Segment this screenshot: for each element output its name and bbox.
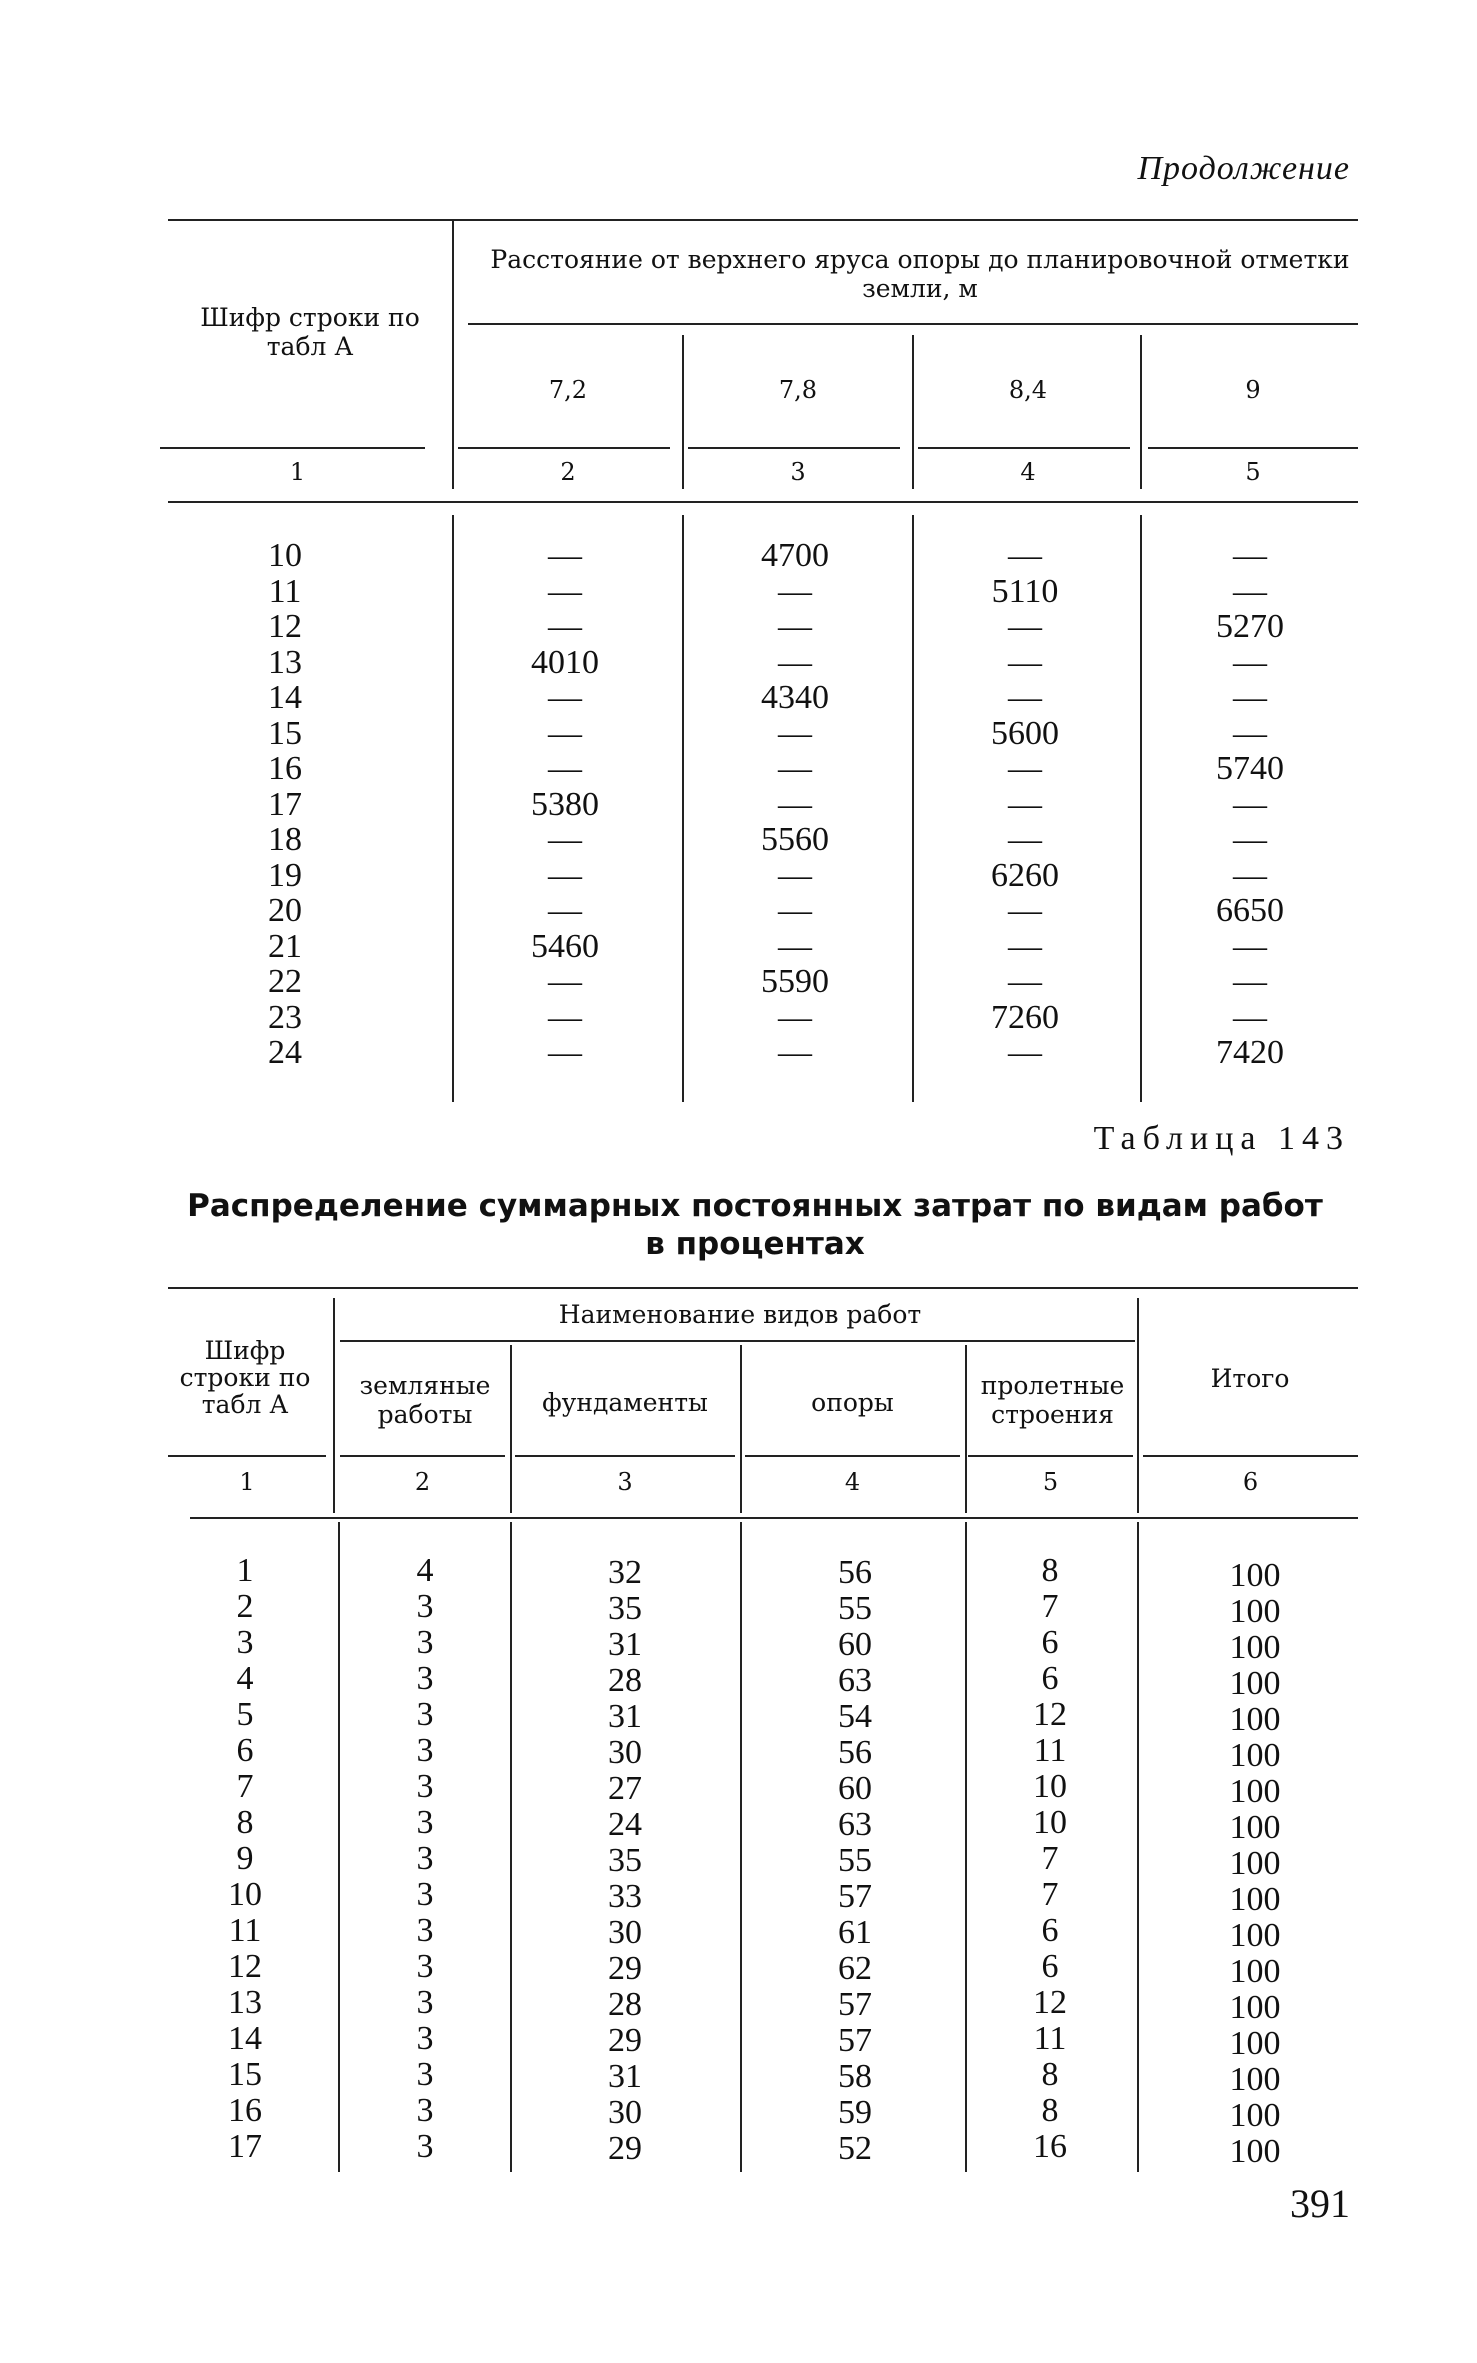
table-cell: 3 <box>416 1912 434 1949</box>
table-cell: 16 <box>228 2092 262 2129</box>
table-cell: — <box>778 643 812 681</box>
table1-group-rule <box>468 323 1358 325</box>
table2-title: Распределение суммарных постоянных затрат по видам работ в процентах <box>187 1188 1323 1262</box>
table-cell: 17 <box>228 2128 262 2165</box>
table1-column-number: 2 <box>560 458 576 486</box>
table1-col-78 <box>700 538 890 1071</box>
table-cell: 10 <box>1033 1768 1067 1805</box>
table-cell: 5380 <box>531 785 599 823</box>
table-cell: — <box>1233 572 1267 610</box>
table2-work-header: фундаменты <box>542 1388 708 1417</box>
table2-col-total <box>1175 1558 1335 2170</box>
table-cell: — <box>778 1034 812 1071</box>
table-cell: 10 <box>268 537 302 574</box>
table-cell: 6 <box>1041 1948 1059 1985</box>
table-cell: 62 <box>838 1950 872 1987</box>
table-cell: 19 <box>268 856 302 894</box>
table-cell: 13 <box>268 643 302 681</box>
table-cell: 13 <box>228 1984 262 2021</box>
table-cell: — <box>778 927 812 965</box>
table2-rule <box>745 1455 960 1457</box>
table-cell: 29 <box>608 2022 642 2059</box>
table2-rule <box>968 1455 1133 1457</box>
table-cell: — <box>778 892 812 929</box>
table-cell: 56 <box>838 1734 872 1771</box>
table2-row-code-header: Шифр строки по табл А <box>179 1336 311 1419</box>
table2-col-supports <box>785 1555 925 2167</box>
table-cell: — <box>1233 714 1267 752</box>
table-cell: 8 <box>1041 2092 1059 2129</box>
table1-vrule <box>912 335 914 489</box>
table-cell: 6 <box>236 1732 254 1769</box>
table1-rule <box>458 447 670 449</box>
table-cell: 100 <box>1229 1953 1281 1990</box>
table-cell: — <box>1008 821 1042 858</box>
table2-vrule <box>740 1522 742 2172</box>
table-cell: 7 <box>1041 1840 1059 1877</box>
table-cell: — <box>778 785 812 823</box>
table1-distance-header: 9 <box>1245 376 1261 404</box>
table-cell: 27 <box>608 1770 642 1807</box>
table2-vrule <box>333 1298 335 1513</box>
table1-column-number: 5 <box>1245 458 1261 486</box>
table-cell: 7 <box>1041 1876 1059 1913</box>
table2-work-header: опоры <box>811 1388 894 1417</box>
table-cell: 31 <box>608 1626 642 1663</box>
table-cell: — <box>1008 892 1042 929</box>
table-cell: 3 <box>416 1948 434 1985</box>
table-cell: 24 <box>608 1806 642 1843</box>
table-cell: 30 <box>608 1914 642 1951</box>
table-cell: 15 <box>268 714 302 752</box>
table1-vrule <box>452 515 454 1102</box>
table2-column-number: 1 <box>239 1468 255 1496</box>
table-cell: 100 <box>1229 1629 1281 1666</box>
table-cell: 6260 <box>991 856 1059 894</box>
table-cell: — <box>1008 963 1042 1000</box>
table-cell: 2 <box>236 1588 254 1625</box>
table-cell: 6 <box>1041 1660 1059 1697</box>
table-cell: — <box>778 750 812 787</box>
table-cell: 6 <box>1041 1912 1059 1949</box>
table-cell: 57 <box>838 1878 872 1915</box>
table-cell: — <box>1008 927 1042 965</box>
table1-vrule <box>452 219 454 489</box>
table2-vrule <box>338 1522 340 2172</box>
table-cell: — <box>1008 750 1042 787</box>
table-cell: 61 <box>838 1914 872 1951</box>
table-cell: — <box>548 963 582 1000</box>
table-cell: 29 <box>608 1950 642 1987</box>
table2-rule <box>168 1455 326 1457</box>
table-cell: 8 <box>236 1804 254 1841</box>
table2-column-number: 6 <box>1242 1468 1259 1496</box>
table-cell: — <box>548 892 582 929</box>
table-cell: 24 <box>268 1034 302 1071</box>
table-cell: 55 <box>838 1842 872 1879</box>
table-cell: 54 <box>838 1698 872 1735</box>
table-cell: 1 <box>236 1552 254 1589</box>
table-cell: 33 <box>608 1878 642 1915</box>
table-cell: 14 <box>268 679 302 716</box>
table-cell: 6650 <box>1216 892 1284 929</box>
table1-col-9 <box>1155 538 1345 1071</box>
table-cell: 4 <box>236 1660 254 1697</box>
table-cell: — <box>548 821 582 858</box>
table-cell: — <box>548 998 582 1036</box>
table-cell: 7 <box>236 1768 254 1805</box>
table1-distance-header: 8,4 <box>1008 376 1048 404</box>
table-cell: 17 <box>268 785 302 823</box>
table-cell: 4340 <box>761 679 829 716</box>
table2-label: Таблица 143 <box>1093 1120 1350 1157</box>
table-cell: 100 <box>1229 1773 1281 1810</box>
table-cell: 100 <box>1229 1917 1281 1954</box>
table-cell: 55 <box>838 1590 872 1627</box>
table2-work-header: пролетные строения <box>980 1371 1125 1429</box>
table-cell: — <box>1233 679 1267 716</box>
table-cell: 18 <box>268 821 302 858</box>
table-cell: — <box>1233 643 1267 681</box>
table-cell: 100 <box>1229 1845 1281 1882</box>
continuation-label: Продолжение <box>1137 150 1350 187</box>
table-cell: 5460 <box>531 927 599 965</box>
table-cell: 16 <box>268 750 302 787</box>
table-cell: 3 <box>416 1876 434 1913</box>
table-cell: 100 <box>1229 2025 1281 2062</box>
table-cell: 100 <box>1229 1701 1281 1738</box>
table-cell: — <box>1233 927 1267 965</box>
table-cell: 5590 <box>761 963 829 1000</box>
table-cell: 12 <box>268 608 302 645</box>
table-cell: 10 <box>228 1876 262 1913</box>
table1-rule <box>688 447 900 449</box>
table-cell: 100 <box>1229 1809 1281 1846</box>
table-cell: — <box>1008 785 1042 823</box>
table-cell: 11 <box>1033 2020 1067 2057</box>
table-cell: — <box>1233 821 1267 858</box>
table-cell: — <box>548 750 582 787</box>
table-cell: 28 <box>608 1986 642 2023</box>
table-cell: 3 <box>416 1660 434 1697</box>
table-cell: 30 <box>608 1734 642 1771</box>
table-cell: 100 <box>1229 1881 1281 1918</box>
table-cell: — <box>1008 643 1042 681</box>
table2-body-rule <box>190 1517 1358 1519</box>
table-cell: 3 <box>416 1696 434 1733</box>
table-cell: 100 <box>1229 2097 1281 2134</box>
table-cell: 5 <box>236 1696 254 1733</box>
table-cell: — <box>778 714 812 752</box>
table2-rule <box>1143 1455 1358 1457</box>
table-cell: — <box>548 537 582 574</box>
table-cell: 7420 <box>1216 1034 1284 1071</box>
table-cell: — <box>1233 537 1267 574</box>
table1-rule <box>160 447 425 449</box>
table-cell: — <box>548 1034 582 1071</box>
table2-rule <box>515 1455 735 1457</box>
table-cell: 100 <box>1229 2061 1281 2098</box>
table-cell: — <box>1008 537 1042 574</box>
table-cell: 5270 <box>1216 608 1284 645</box>
table1-rule <box>1148 447 1358 449</box>
table-cell: 28 <box>608 1662 642 1699</box>
table-cell: 100 <box>1229 1989 1281 2026</box>
table2-vrule <box>740 1345 742 1513</box>
table1-distance-header: 7,8 <box>778 376 818 404</box>
table-cell: 4700 <box>761 537 829 574</box>
table2-col-codes <box>185 1553 305 2165</box>
table1-vrule <box>1140 335 1142 489</box>
table1-row-code-header: Шифр строки по табл А <box>200 303 420 361</box>
table-cell: — <box>1233 963 1267 1000</box>
table-cell: 31 <box>608 2058 642 2095</box>
table-cell: 5740 <box>1216 750 1284 787</box>
table1-rule <box>918 447 1130 449</box>
table-cell: — <box>1233 785 1267 823</box>
table1-vrule <box>682 335 684 489</box>
table2-column-number: 4 <box>844 1468 861 1496</box>
table-cell: 3 <box>416 1984 434 2021</box>
table2-vrule <box>965 1522 967 2172</box>
table-cell: 3 <box>416 1732 434 1769</box>
table-cell: 8 <box>1041 2056 1059 2093</box>
table-cell: 16 <box>1033 2128 1067 2165</box>
table-cell: 58 <box>838 2058 872 2095</box>
table2-top-rule <box>168 1287 1358 1289</box>
table-cell: 7260 <box>991 998 1059 1036</box>
table-cell: 5110 <box>991 572 1059 610</box>
table-cell: 20 <box>268 892 302 929</box>
table-cell: 10 <box>1033 1804 1067 1841</box>
table-cell: — <box>1233 856 1267 894</box>
table-cell: — <box>548 608 582 645</box>
table2-column-number: 2 <box>414 1468 431 1496</box>
table1-body-rule <box>168 501 1358 503</box>
table-cell: — <box>548 679 582 716</box>
table-cell: — <box>778 998 812 1036</box>
table-cell: — <box>548 572 582 610</box>
table1-vrule <box>912 515 914 1102</box>
table2-rule <box>340 1455 505 1457</box>
table-cell: — <box>778 856 812 894</box>
table-cell: 6 <box>1041 1624 1059 1661</box>
table2-vrule <box>965 1345 967 1513</box>
table-cell: 21 <box>268 927 302 965</box>
table1-distance-header: 7,2 <box>548 376 588 404</box>
table2-work-header: земляные работы <box>359 1371 491 1429</box>
table-cell: 57 <box>838 1986 872 2023</box>
table2-column-number: 3 <box>617 1468 633 1496</box>
table-cell: 3 <box>236 1624 254 1661</box>
table-cell: — <box>548 714 582 752</box>
table-cell: 3 <box>416 2056 434 2093</box>
table-cell: 3 <box>416 1588 434 1625</box>
table-cell: 63 <box>838 1662 872 1699</box>
table-cell: 7 <box>1041 1588 1059 1625</box>
table-cell: — <box>1008 608 1042 645</box>
table1-col-72 <box>470 538 660 1071</box>
table1-vrule <box>682 515 684 1102</box>
table-cell: — <box>1008 1034 1042 1071</box>
table-cell: 9 <box>236 1840 254 1877</box>
table-cell: 3 <box>416 2020 434 2057</box>
table-cell: 100 <box>1229 1593 1281 1630</box>
table1-column-number: 4 <box>1020 458 1036 486</box>
table-cell: — <box>1233 998 1267 1036</box>
table1-col-84 <box>930 538 1120 1071</box>
table2-col-earth <box>365 1553 485 2165</box>
table2-col-foundations <box>555 1555 695 2167</box>
table-cell: 31 <box>608 1698 642 1735</box>
table1-column-number: 1 <box>289 458 306 486</box>
table-cell: 3 <box>416 2128 434 2165</box>
table-cell: 100 <box>1229 1557 1281 1594</box>
table-cell: 4010 <box>531 643 599 681</box>
table-cell: 3 <box>416 1804 434 1841</box>
table-cell: 52 <box>838 2130 872 2167</box>
table-cell: 5560 <box>761 821 829 858</box>
table-cell: 8 <box>1041 1552 1059 1589</box>
table-cell: 23 <box>268 998 302 1036</box>
table2-total-header: Итого <box>1210 1364 1290 1393</box>
table1-group-header: Расстояние от верхнего яруса опоры до планировочной отметки земли, м <box>490 245 1350 303</box>
table1-col-codes <box>190 538 380 1071</box>
table-cell: 100 <box>1229 1665 1281 1702</box>
table-cell: 12 <box>1033 1696 1067 1733</box>
table-cell: 30 <box>608 2094 642 2131</box>
table2-vrule <box>510 1522 512 2172</box>
table-cell: — <box>778 572 812 610</box>
table2-vrule <box>1137 1522 1139 2172</box>
table-cell: 60 <box>838 1626 872 1663</box>
table-cell: 5600 <box>991 714 1059 752</box>
table-cell: 3 <box>416 2092 434 2129</box>
table-cell: 32 <box>608 1554 642 1591</box>
table-cell: 100 <box>1229 1737 1281 1774</box>
table-cell: 3 <box>416 1768 434 1805</box>
table1-vrule <box>1140 515 1142 1102</box>
table-cell: 57 <box>838 2022 872 2059</box>
table-cell: 12 <box>1033 1984 1067 2021</box>
table-cell: 56 <box>838 1554 872 1591</box>
table2-vrule <box>1137 1298 1139 1513</box>
table-cell: 63 <box>838 1806 872 1843</box>
table-cell: 15 <box>228 2056 262 2093</box>
table-cell: 11 <box>228 1912 262 1949</box>
table-cell: 22 <box>268 963 302 1000</box>
table-cell: — <box>778 608 812 645</box>
table-cell: 59 <box>838 2094 872 2131</box>
table-cell: — <box>1008 679 1042 716</box>
table2-col-spans <box>985 1553 1115 2165</box>
table-cell: 14 <box>228 2020 262 2057</box>
table-cell: 35 <box>608 1590 642 1627</box>
table1-column-number: 3 <box>790 458 806 486</box>
table-cell: 100 <box>1229 2133 1281 2170</box>
table2-group-header: Наименование видов работ <box>558 1300 922 1329</box>
table-cell: 3 <box>416 1624 434 1661</box>
table-cell: 60 <box>838 1770 872 1807</box>
table-cell: 35 <box>608 1842 642 1879</box>
table-cell: 12 <box>228 1948 262 1985</box>
table-cell: 4 <box>416 1552 434 1589</box>
table-cell: 3 <box>416 1840 434 1877</box>
table2-column-number: 5 <box>1042 1468 1059 1496</box>
table-cell: 29 <box>608 2130 642 2167</box>
table1-top-rule <box>168 219 1358 221</box>
table2-vrule <box>510 1345 512 1513</box>
page-number: 391 <box>1290 2181 1350 2226</box>
table-cell: 11 <box>268 572 302 610</box>
table-cell: 11 <box>1033 1732 1067 1769</box>
table2-group-rule <box>340 1340 1135 1342</box>
table-cell: — <box>548 856 582 894</box>
